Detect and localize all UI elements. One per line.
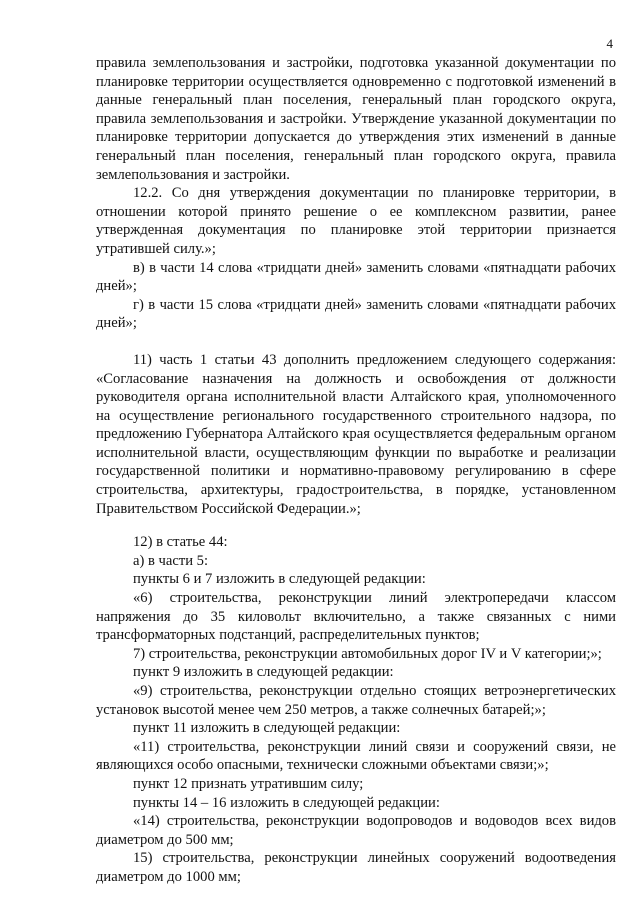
paragraph-point-15: 15) строительства, реконструкции линейных сооружений водоотведения диаметром до 1000 мм; xyxy=(96,850,616,885)
paragraph-points-14-16-intro: пункты 14 – 16 изложить в следующей редакции: xyxy=(133,794,440,811)
paragraph-item-12: 12) в статье 44: xyxy=(133,534,228,551)
paragraph-item-v: в) в части 14 слова «тридцати дней» заменить словами «пятнадцати рабочих дней»; xyxy=(96,259,616,295)
paragraph-point-14: «14) строительства, реконструкции водопроводов и водоводов всех видов диаметром до 500 мм; xyxy=(96,813,616,848)
paragraph-12-2: 12.2. Со дня утверждения документации по планировке территории, в отношении которой принято решение о ее комплексном развитии, ранее утвержденная документация по планировке этой территории признается утратившей силу.»; xyxy=(96,185,616,257)
paragraph-continuation: правила землепользования и застройки, подготовка указанной документации по планировке территории осуществляется одновременно с подготовкой изменений в данные генеральный план поселения, генеральный план городского округа, правила землепользования и застройки. Утверждение указанной документации по планировке территории допускается до утверждения этих изменений в данные генеральный план поселения, генеральный план городского округа, правила землепользования и застройки. xyxy=(96,55,616,183)
paragraph-point-6: «6) строительства, реконструкции линий электропередачи классом напряжения до 35 киловольт включительно, а также связанных с ними трансформаторных подстанций, распределительных пунктов; xyxy=(96,590,616,644)
paragraph-item-g: г) в части 15 слова «тридцати дней» заменить словами «пятнадцати рабочих дней»; xyxy=(96,296,616,332)
page-number: 4 xyxy=(606,36,613,51)
paragraph-point-7: 7) строительства, реконструкции автомобильных дорог IV и V категории;»; xyxy=(133,645,602,662)
paragraph-point-9: «9) строительства, реконструкции отдельно стоящих ветроэнергетических установок высотой менее чем 250 метров, а также солнечных батарей;»; xyxy=(96,683,616,718)
paragraph-point-11: «11) строительства, реконструкции линий связи и сооружений связи, не являющихся особо опасными, технически сложными объектами связи;»; xyxy=(96,738,616,774)
document-body xyxy=(96,54,616,887)
paragraph-point-9-intro: пункт 9 изложить в следующей редакции: xyxy=(133,664,394,681)
paragraph-point-12: пункт 12 признать утратившим силу; xyxy=(133,775,364,792)
paragraph-item-a: а) в части 5: xyxy=(133,552,209,569)
paragraph-points-6-7: пункты 6 и 7 изложить в следующей редакции: xyxy=(133,571,426,588)
paragraph-item-11: 11) часть 1 статьи 43 дополнить предложением следующего содержания: «Согласование назначения на должность и освобождения от должности руководителя органа исполнительной власти Алтайского края, уполномоченного на осуществление регионального государственного строительного надзора, по предложению Губернатора Алтайского края осуществляется федеральным органом исполнительной власти, осуществляющим функции по выработке и реализации государственной политики и нормативно-правовому регулированию в сфере строительства, архитектуры, градостроительства, в порядке, установленном Правительством Российской Федерации.»; xyxy=(96,351,616,517)
paragraph-point-11-intro: пункт 11 изложить в следующей редакции: xyxy=(133,720,401,737)
